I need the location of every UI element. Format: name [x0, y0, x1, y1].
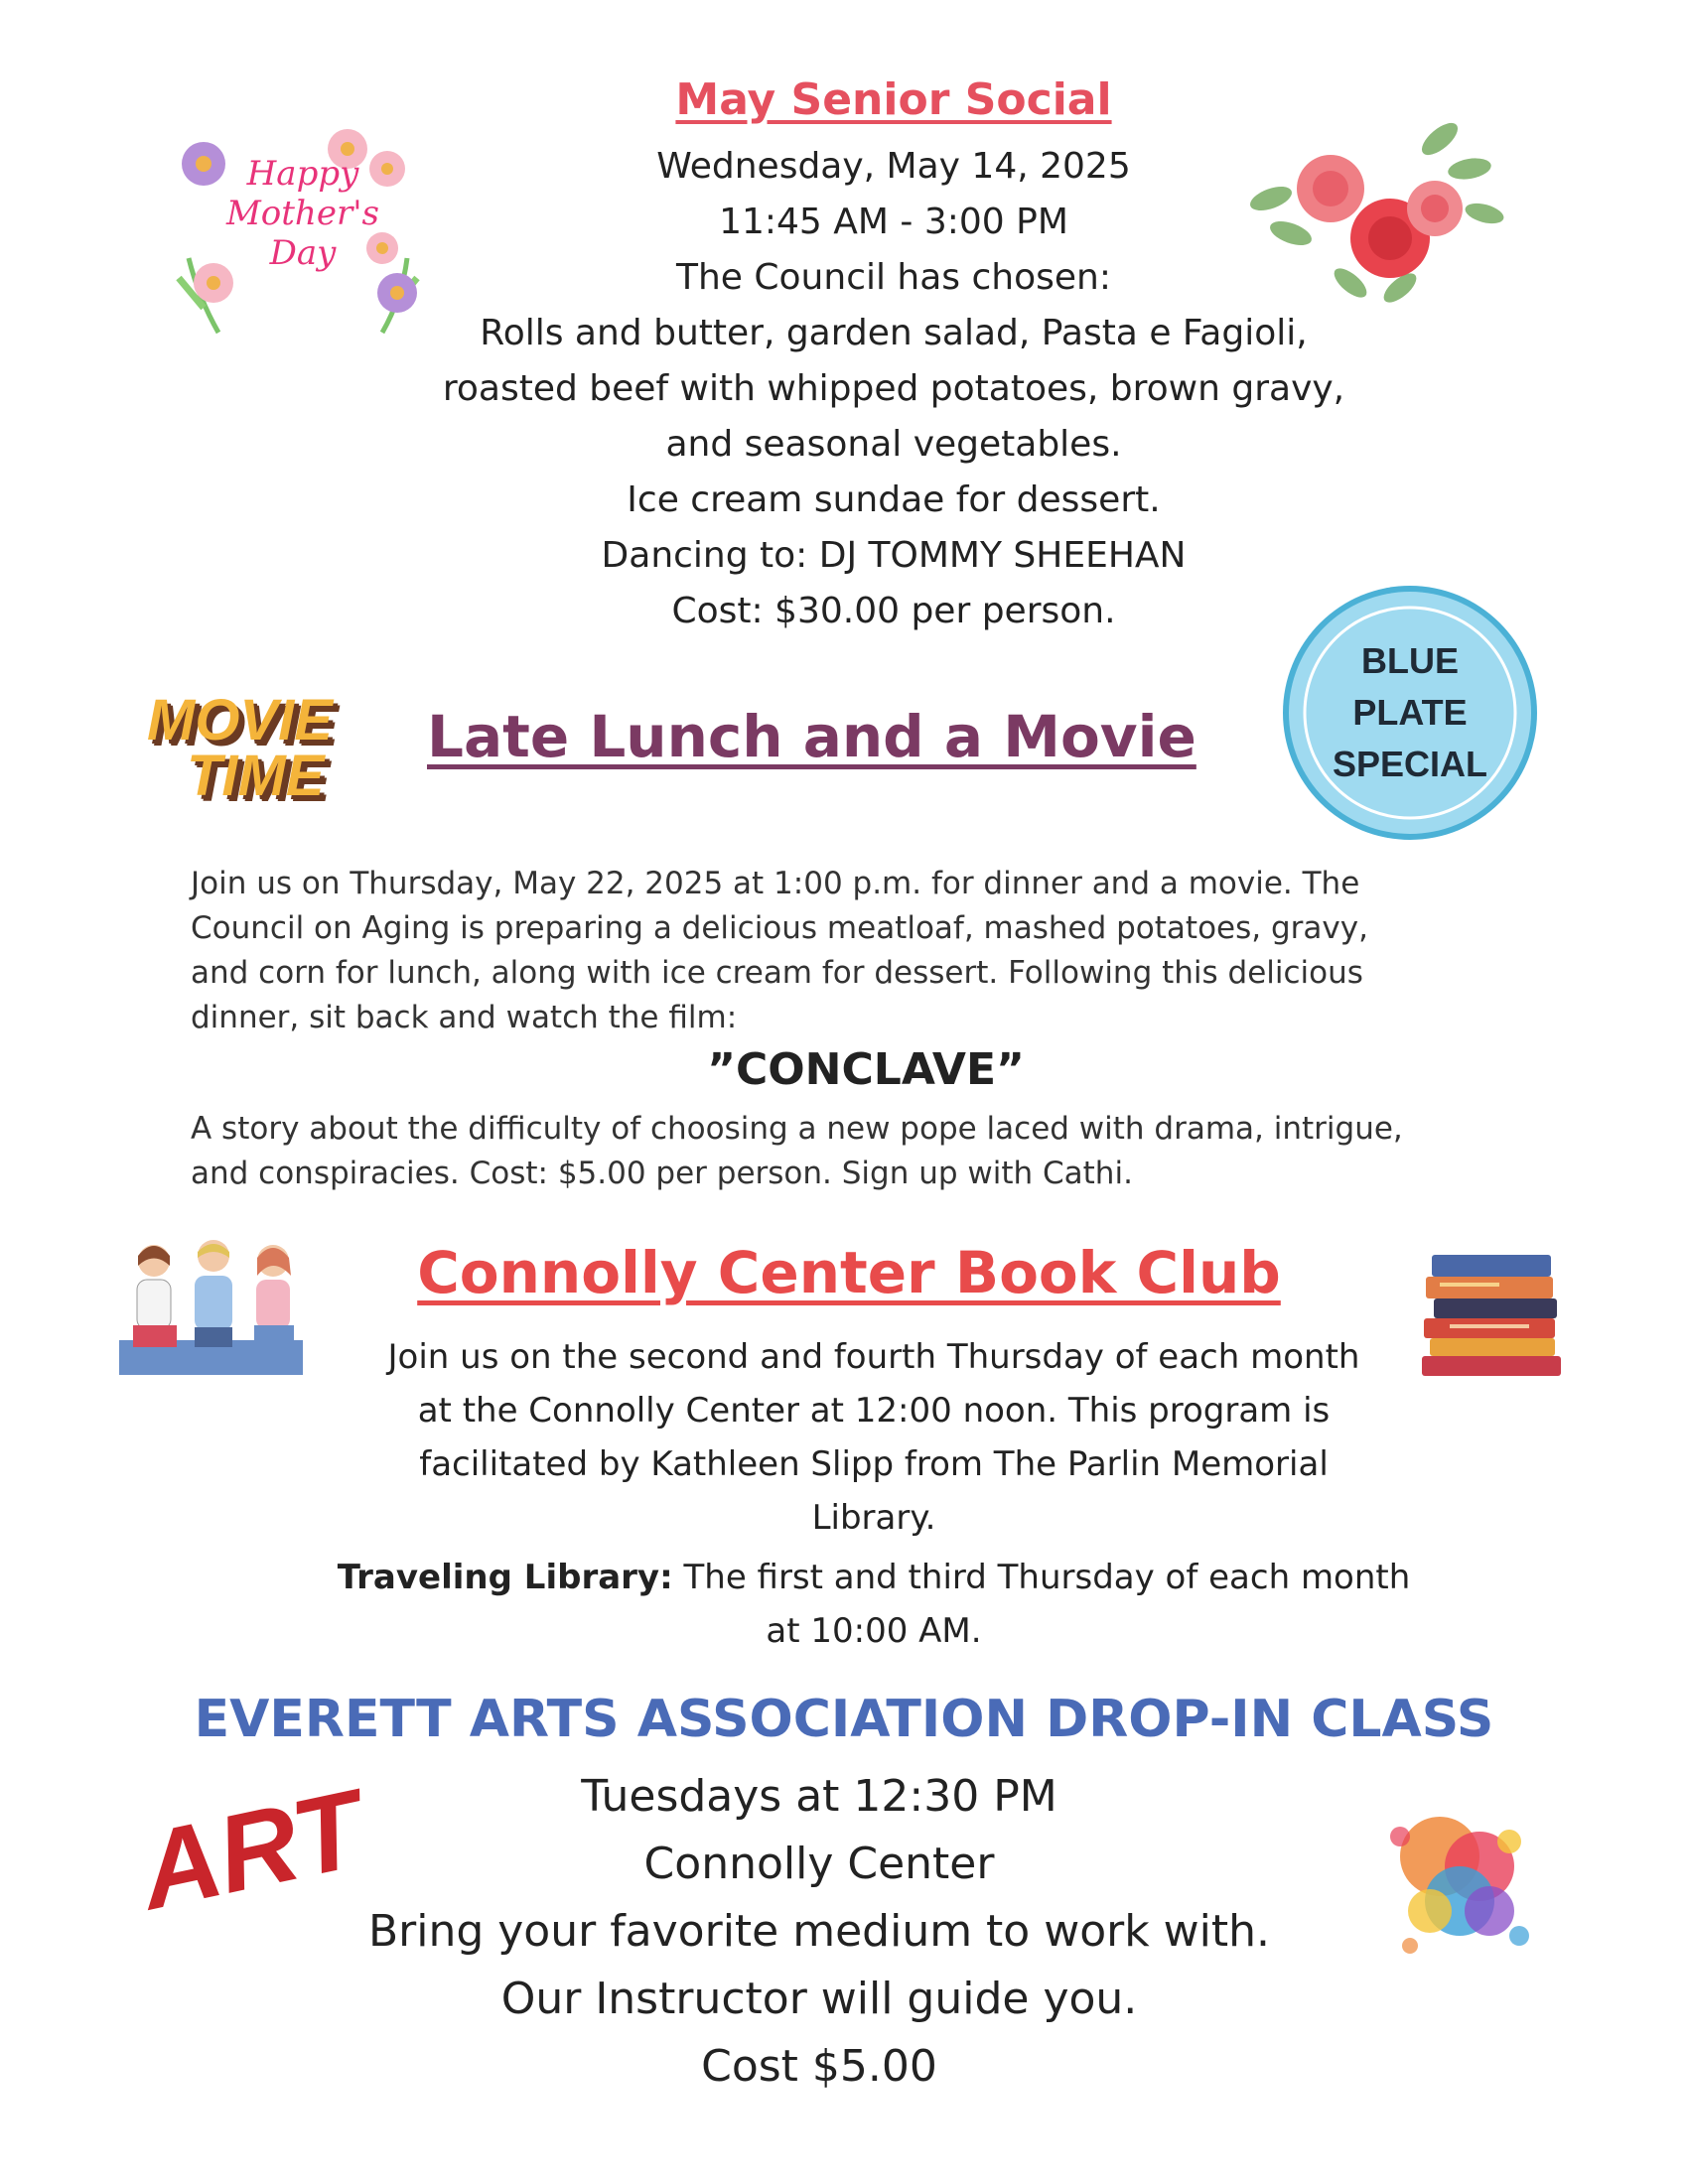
arts-line-4: Our Instructor will guide you.: [500, 1974, 1138, 2024]
paint-splash-graphic: [1370, 1797, 1549, 1976]
event-time: 11:45 AM - 3:00 PM: [719, 202, 1068, 242]
dessert-line: Ice cream sundae for dessert.: [627, 479, 1161, 520]
movie-time-text-1: MOVIE: [147, 688, 333, 752]
film-description: [191, 1107, 1541, 1196]
arts-line-3: Bring your favorite medium to work with.: [367, 1906, 1271, 1957]
dj-line: Dancing to: DJ TOMMY SHEEHAN: [601, 535, 1187, 576]
story-line-1: A story about the difficulty of choosing a new pope laced with drama, intrigue,: [191, 1111, 1403, 1147]
event-date: Wednesday, May 14, 2025: [656, 146, 1131, 187]
menu-line-3: and seasonal vegetables.: [665, 424, 1122, 465]
movie-description: [191, 862, 1541, 1040]
mothers-day-text-2: Mother's: [225, 194, 379, 233]
mothers-day-text-3: Day: [269, 233, 337, 273]
movie-para-line-1: Join us on Thursday, May 22, 2025 at 1:00 p.m. for dinner and a movie. The: [191, 866, 1360, 901]
book-club-line-3: facilitated by Kathleen Slipp from The Parlin Memorial: [419, 1444, 1329, 1484]
arts-cost: Cost $5.00: [701, 2041, 937, 2092]
menu-line-1: Rolls and butter, garden salad, Pasta e Fagioli,: [480, 313, 1308, 353]
roses-graphic: [1231, 99, 1509, 318]
traveling-library-label: Traveling Library:: [337, 1558, 673, 1597]
mothers-day-text-1: Happy: [246, 154, 359, 194]
book-club-title: Connolly Center Book Club: [417, 1239, 1281, 1306]
readers-graphic: [119, 1236, 303, 1375]
arts-schedule: Tuesdays at 12:30 PM: [581, 1771, 1057, 1822]
senior-social-title: May Senior Social: [675, 74, 1112, 125]
movie-para-line-3: and corn for lunch, along with ice cream for dessert. Following this delicious: [191, 955, 1363, 991]
movie-para-line-2: Council on Aging is preparing a delicious meatloaf, mashed potatoes, gravy,: [191, 910, 1368, 946]
traveling-library-time: at 10:00 AM.: [766, 1611, 982, 1651]
cost-line: Cost: $30.00 per person.: [671, 591, 1116, 631]
movie-section-title: Late Lunch and a Movie: [427, 703, 1196, 770]
arts-location: Connolly Center: [643, 1839, 995, 1889]
arts-details: [258, 1763, 1380, 2101]
film-title: ”CONCLAVE”: [707, 1044, 1025, 1095]
menu-line-2: roasted beef with whipped potatoes, brown gravy,: [442, 368, 1345, 409]
book-club-line-1: Join us on the second and fourth Thursday of each month: [387, 1337, 1360, 1377]
blue-plate-badge: [1281, 584, 1539, 842]
badge-line-3: SPECIAL: [1332, 744, 1488, 784]
story-line-2: and conspiracies. Cost: $5.00 per person. Sign up with Cathi.: [191, 1156, 1133, 1191]
traveling-library-text: The first and third Thursday of each month: [672, 1558, 1411, 1597]
book-club-details: [298, 1330, 1450, 1545]
movie-time-text-2: TIME: [187, 744, 325, 808]
traveling-library: [258, 1551, 1489, 1658]
badge-line-1: BLUE: [1361, 640, 1459, 681]
movie-time-graphic: [139, 683, 417, 812]
book-club-line-4: Library.: [811, 1498, 936, 1538]
arts-section-title: EVERETT ARTS ASSOCIATION DROP-IN CLASS: [194, 1690, 1494, 1749]
book-club-line-2: at the Connolly Center at 12:00 noon. This program is: [417, 1391, 1331, 1431]
movie-para-line-4: dinner, sit back and watch the film:: [191, 1000, 738, 1035]
menu-intro: The Council has chosen:: [676, 257, 1111, 298]
badge-line-2: PLATE: [1352, 692, 1468, 733]
art-graphic-text: ART: [129, 1767, 373, 1934]
